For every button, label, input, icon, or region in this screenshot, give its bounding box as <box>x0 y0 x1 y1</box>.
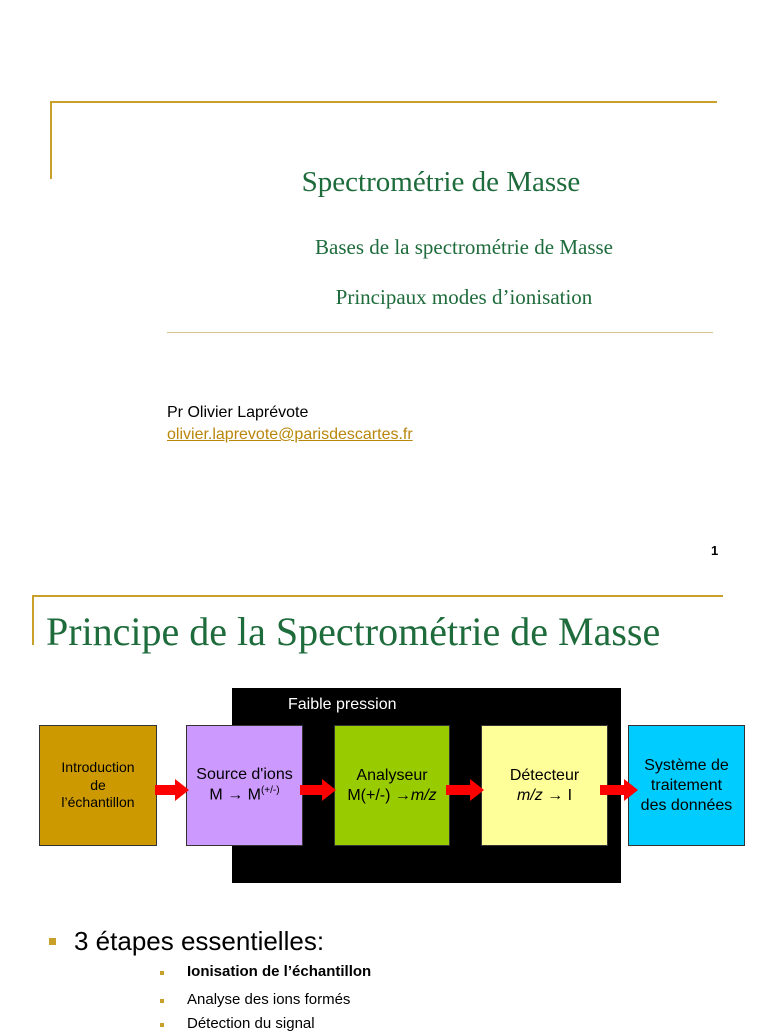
arrow-icon-4 <box>600 779 638 801</box>
intro-line-2: de <box>90 776 106 793</box>
slide1-subtitle-1: Bases de la spectrométrie de Masse <box>315 235 613 259</box>
bullet-square-icon <box>49 938 56 945</box>
data-system-box <box>628 725 745 846</box>
detector-line-1: Détecteur <box>509 766 580 784</box>
source-formula: M → M <box>209 786 261 804</box>
low-pressure-label: Faible pression <box>288 696 397 713</box>
slide1-bottom-rule <box>167 332 713 333</box>
slide1-subtitle-2: Principaux modes d’ionisation <box>335 285 593 309</box>
author-email-link[interactable]: olivier.laprevote@parisdescartes.fr <box>167 426 413 443</box>
slide2-title: Principe de la Spectrométrie de Masse <box>46 609 661 654</box>
source-charge: (+/-) <box>260 785 280 797</box>
slide1-title: Spectrométrie de Masse <box>301 166 581 198</box>
analyzer-line-1: Analyseur <box>356 766 428 784</box>
sub-bullet-icon-1 <box>160 971 164 975</box>
sub-bullet-3: Détection du signal <box>187 1015 315 1032</box>
system-line-3: des données <box>640 796 733 814</box>
slide2-vertical-rule <box>32 595 34 645</box>
bullet-main: 3 étapes essentielles: <box>74 926 325 956</box>
arrow-icon-3 <box>446 779 484 801</box>
system-line-2: traitement <box>650 776 723 794</box>
analyzer-mz: m/z <box>410 786 437 804</box>
slide1-top-rule <box>50 101 717 103</box>
source-line-2 <box>209 785 279 805</box>
slide2-top-rule <box>32 595 723 597</box>
ion-source-box <box>186 725 303 846</box>
intro-sample-box <box>39 725 157 846</box>
analyzer-line-2 <box>347 786 436 806</box>
detector-line-2 <box>517 786 572 806</box>
arrow-icon-1 <box>155 779 189 801</box>
intro-line-3: l’échantillon <box>61 794 135 811</box>
sub-bullet-1: Ionisation de l’échantillon <box>187 963 372 980</box>
detector-box <box>481 725 608 846</box>
intro-line-1: Introduction <box>61 759 135 776</box>
detector-mz: m/z <box>516 786 543 804</box>
detector-formula: → I <box>542 786 573 804</box>
system-line-1: Système de <box>644 756 729 774</box>
author-name: Pr Olivier Laprévote <box>167 404 309 421</box>
analyzer-box <box>334 725 450 846</box>
sub-bullet-icon-2 <box>160 999 164 1003</box>
analyzer-formula: M(+/-) → <box>347 786 411 804</box>
sub-bullet-2: Analyse des ions formés <box>187 991 351 1008</box>
arrow-icon-2 <box>300 779 336 801</box>
page-number: 1 <box>711 543 719 558</box>
source-line-1: Source d'ions <box>196 766 293 784</box>
